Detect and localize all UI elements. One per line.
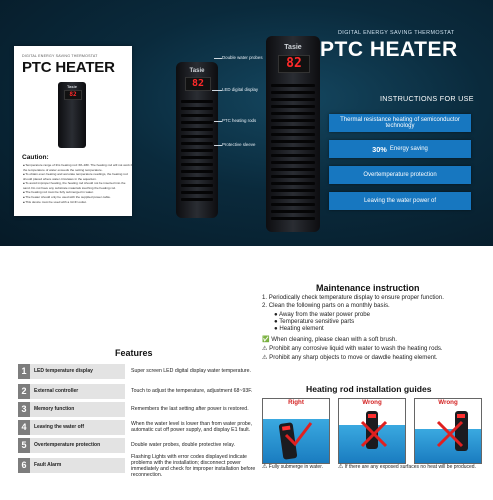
maintenance-note: ✅ When cleaning, please clean with a soft brush. [262, 336, 397, 343]
panel-note: ⚠ Fully submerge in water. [262, 464, 323, 470]
feature-row [18, 438, 266, 453]
warning-icon: ⚠ [262, 464, 268, 470]
header-title: PTC HEATER [320, 38, 458, 61]
feature-text: Energy saving [389, 146, 428, 152]
feature-text: Overtemperature protection [363, 172, 437, 178]
heater-image-large [266, 36, 320, 232]
guides-title: Heating rod installation guides [306, 384, 432, 394]
product-card [14, 46, 132, 216]
card-heater-display: 82 [64, 90, 82, 100]
panel-caption: Wrong [362, 399, 382, 406]
maintenance-bullet: ● Heating element [274, 325, 324, 332]
feature-desc: When the water level is lower than from water probe, automatic cut off power supply, and display E1 fault. [131, 421, 253, 433]
caution-item: ■ Temperature range of this heating rod: 68~93F. The heating rod will not work if the temperature of water exceeds the setting temperature. [23, 163, 133, 172]
maintenance-line: 2. Clean the following parts on a monthly basis. [262, 302, 390, 309]
callout-ptc-rods: PTC heating rods [222, 118, 257, 123]
guide-panel-wrong-1 [338, 398, 406, 464]
feature-label: Leaving the water off [30, 420, 125, 435]
bullet-text: Heating element [279, 325, 324, 332]
bullet-text: Away from the water power probe [279, 311, 371, 318]
maintenance-line: 1. Periodically check temperature display to ensure proper function. [262, 294, 444, 301]
warning-icon: ⚠ [262, 354, 268, 361]
feature-row [18, 402, 266, 417]
maintenance-bullet: ● Away from the water power probe [274, 311, 371, 318]
callout-water-probes: Double water probes [222, 55, 263, 60]
panel-caption: Right [288, 399, 304, 406]
maintenance-title: Maintenance instruction [316, 283, 420, 293]
warning-icon: ⚠ [338, 464, 344, 470]
callout-protective-sleeve: Protective sleeve [222, 142, 256, 147]
panel-note: ⚠ If there are any exposed surfaces no heat will be produced. [338, 464, 476, 470]
instructions-label: INSTRUCTIONS FOR USE [380, 94, 474, 103]
heater-small-vents [176, 96, 218, 205]
maintenance-note: ⚠ Prohibit any sharp objects to move or dawdle heating element. [262, 354, 438, 361]
cross-mark-icon [435, 419, 465, 449]
caution-heading: Caution: [22, 154, 49, 161]
feature-number: 6 [18, 458, 30, 473]
heater-large-vents [266, 80, 320, 224]
cross-mark-icon [359, 419, 389, 449]
feature-label: Overtemperature protection [30, 438, 125, 453]
feature-text: Leaving the water power of [363, 198, 437, 204]
caution-item: ■ To avoid improper heating, the heating rod should not be inserted into the sand. Do not have any substrate materials touching the heating rod. [23, 181, 133, 190]
check-icon: ✅ [262, 336, 270, 343]
heater-large-display: 82 [278, 55, 310, 73]
check-mark-icon [283, 419, 313, 449]
caution-item: ■ The heating rod must be fully submerged in water. [23, 190, 133, 195]
guide-panel-right [262, 398, 330, 464]
product-banner [0, 0, 493, 246]
feature-number: 4 [18, 420, 30, 435]
header-subtitle: DIGITAL ENERGY SAVING THERMOSTAT [338, 30, 455, 36]
feature-label: Memory function [30, 402, 125, 417]
feature-highlight: 30% [372, 144, 387, 154]
card-heater-image [58, 82, 86, 148]
warning-icon: ⚠ [262, 345, 268, 352]
feature-label: Fault Alarm [30, 458, 125, 473]
feature-number: 1 [18, 364, 30, 379]
card-subtitle: DIGITAL ENERGY SAVING THERMOSTAT [22, 54, 98, 58]
bullet-text: Temperature sensitive parts [279, 318, 355, 325]
feature-desc: Super screen LED digital display water temperature. [131, 368, 251, 374]
feature-box [329, 192, 471, 210]
feature-label: LED temperature display [30, 364, 125, 379]
caution-item: ■ To obtain even heating and accurate temperature readings, the heating rod should placed where water circulates in the aquarium. [23, 172, 133, 181]
maintenance-bullet: ● Temperature sensitive parts [274, 318, 355, 325]
heater-large-brand: Tasie [284, 44, 302, 51]
feature-row [18, 384, 266, 399]
feature-number: 2 [18, 384, 30, 399]
feature-number: 3 [18, 402, 30, 417]
feature-row [18, 454, 266, 478]
feature-number: 5 [18, 438, 30, 453]
feature-box [329, 114, 471, 132]
feature-desc: Flashing Lights with error codes displayed indicate problems with the installation; disconnect power immediately and check for improper installation before reconnection. [131, 454, 256, 478]
caution-item: ■ The heater should only be used with the supplied power cable. [23, 195, 133, 200]
feature-box [329, 166, 471, 184]
maintenance-note: ⚠ Prohibit any corrosive liquid with water to wash the heating rods. [262, 345, 443, 352]
heater-small-brand: Tasie [189, 68, 205, 74]
feature-label: External controller [30, 384, 125, 399]
feature-desc: Touch to adjust the temperature, adjustment 68~93F. [131, 388, 253, 394]
card-heater-brand: Tasie [67, 84, 77, 89]
feature-row [18, 420, 266, 435]
callout-led-display: LED digital display [222, 87, 259, 92]
caution-item: ■ This device must be used with a GCFI outlet. [23, 200, 133, 205]
heater-small-display: 82 [185, 77, 211, 91]
feature-row [18, 364, 266, 379]
heater-image-small [176, 62, 218, 218]
feature-desc: Double water probes, double protective relay. [131, 442, 235, 448]
card-title: PTC HEATER [22, 59, 115, 76]
feature-text: Thermal resistance heating of semiconductor technology [340, 117, 460, 129]
caution-list [18, 163, 133, 205]
feature-box [329, 140, 471, 158]
feature-desc: Remembers the last setting after power is restored. [131, 406, 249, 412]
guide-panel-wrong-2 [414, 398, 482, 464]
features-title: Features [115, 348, 153, 358]
panel-caption: Wrong [438, 399, 458, 406]
